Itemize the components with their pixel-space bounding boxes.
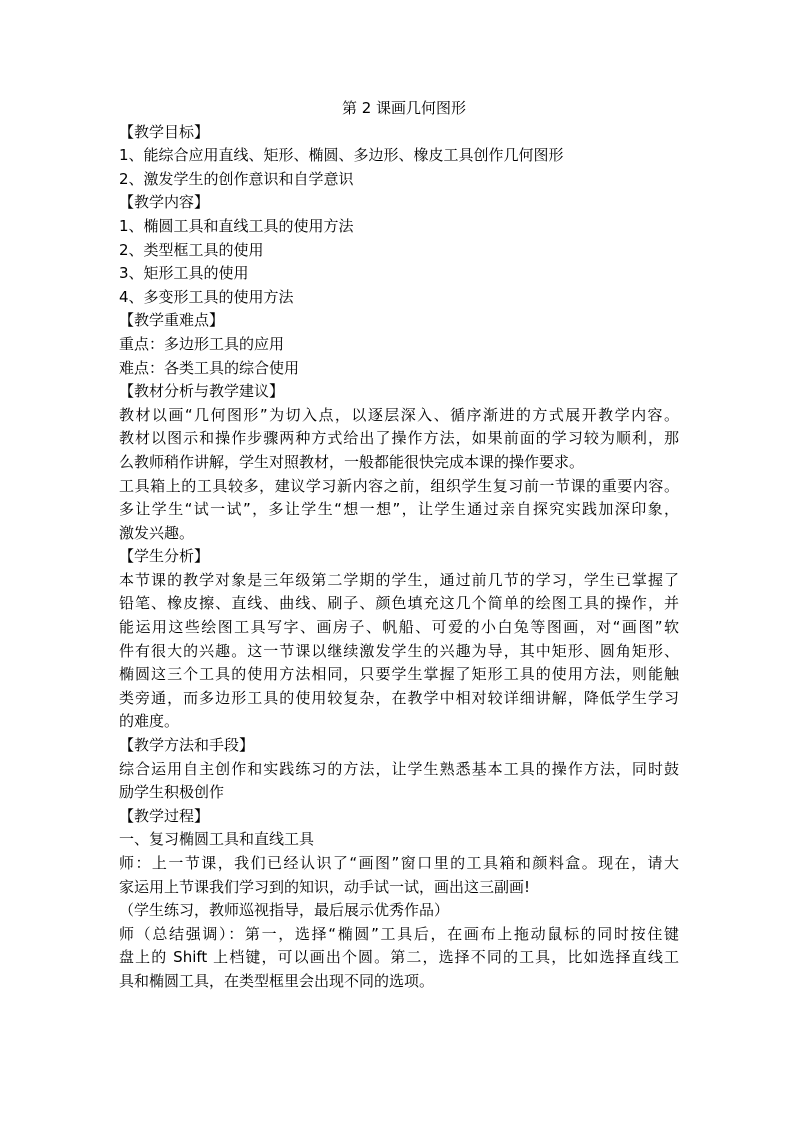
text-line: 师：上一节课，我们已经认识了“画图”窗口里的工具箱和颜料盒。现在，请大 [119, 854, 679, 872]
text-line: 么教师稍作讲解，学生对照教材，一般都能很快完成本课的操作要求。 [119, 452, 585, 471]
text-line: （学生练习，教师巡视指导，最后展示优秀作品） [119, 901, 450, 920]
text-line: 件有很大的兴趣。这一节课以继续激发学生的兴趣为导，其中矩形、圆角矩形、 [119, 641, 679, 660]
text-line: 教材以画“几何图形”为切入点，以逐层深入、循序渐进的方式展开教学内容。 [119, 405, 679, 424]
text-line: 家运用上节课我们学习到的知识，动手试一试，画出这三副画! [119, 877, 531, 896]
heading-teaching-methods: 【教学方法和手段】 [119, 736, 255, 755]
text-line: 多让学生“试一试”，多让学生“想一想”，让学生通过亲自探究实践加深印象， [119, 500, 679, 519]
text-line: 能运用这些绘图工具写字、画房子、帆船、可爱的小白兔等图画，对“画图”软 [119, 618, 679, 637]
text-line: 激发兴趣。 [119, 523, 195, 542]
text-line: 盘上的 Shift 上档键，可以画出个圆。第二，选择不同的工具，比如选择直线工 [119, 948, 679, 967]
text-line: 1、椭圆工具和直线工具的使用方法 [119, 216, 354, 235]
heading-key-points: 【教学重难点】 [119, 311, 225, 330]
text-line: 师（总结强调）：第一，选择“椭圆”工具后，在画布上拖动鼠标的同时按住键 [119, 924, 679, 943]
text-line: 2、激发学生的创作意识和自学意识 [119, 169, 354, 188]
heading-teaching-goals: 【教学目标】 [119, 122, 210, 141]
text-line: 类旁通，而多边形工具的使用较复杂，在教学中相对较详细讲解，降低学生学习 [119, 688, 679, 707]
document-title: 第 2 课画几何图形 [341, 99, 467, 117]
text-line: 综合运用自主创作和实践练习的方法，让学生熟悉基本工具的操作方法，同时鼓 [119, 759, 679, 778]
heading-textbook-analysis: 【教材分析与教学建议】 [119, 382, 285, 401]
text-line: 2、类型框工具的使用 [119, 240, 264, 259]
text-line: 1、能综合应用直线、矩形、椭圆、多边形、橡皮工具创作几何图形 [119, 146, 564, 165]
text-line: 的难度。 [119, 712, 180, 731]
text-line: 铅笔、橡皮擦、直线、曲线、刷子、颜色填充这几个简单的绘图工具的操作，并 [119, 594, 679, 613]
text-line: 本节课的教学对象是三年级第二学期的学生，通过前几节的学习，学生已掌握了 [119, 570, 679, 589]
text-line: 具和椭圆工具，在类型框里会出现不同的选项。 [119, 971, 435, 990]
heading-teaching-content: 【教学内容】 [119, 193, 210, 212]
text-line: 难点：各类工具的综合使用 [119, 358, 300, 377]
text-line: 3、矩形工具的使用 [119, 264, 249, 283]
text-line: 教材以图示和操作步骤两种方式给出了操作方法，如果前面的学习较为顺利，那 [119, 429, 679, 448]
text-line: 励学生积极创作 [119, 783, 225, 802]
text-line: 椭圆这三个工具的使用方法相同，只要学生掌握了矩形工具的使用方法，则能触 [119, 665, 679, 684]
text-line: 工具箱上的工具较多，建议学习新内容之前，组织学生复习前一节课的重要内容。 [119, 476, 679, 495]
heading-student-analysis: 【学生分析】 [119, 547, 210, 566]
text-line: 4、多变形工具的使用方法 [119, 287, 294, 306]
text-line: 重点：多边形工具的应用 [119, 334, 285, 353]
heading-teaching-process: 【教学过程】 [119, 806, 210, 825]
document-body [119, 97, 679, 994]
text-line: 一、复习椭圆工具和直线工具 [119, 830, 315, 849]
